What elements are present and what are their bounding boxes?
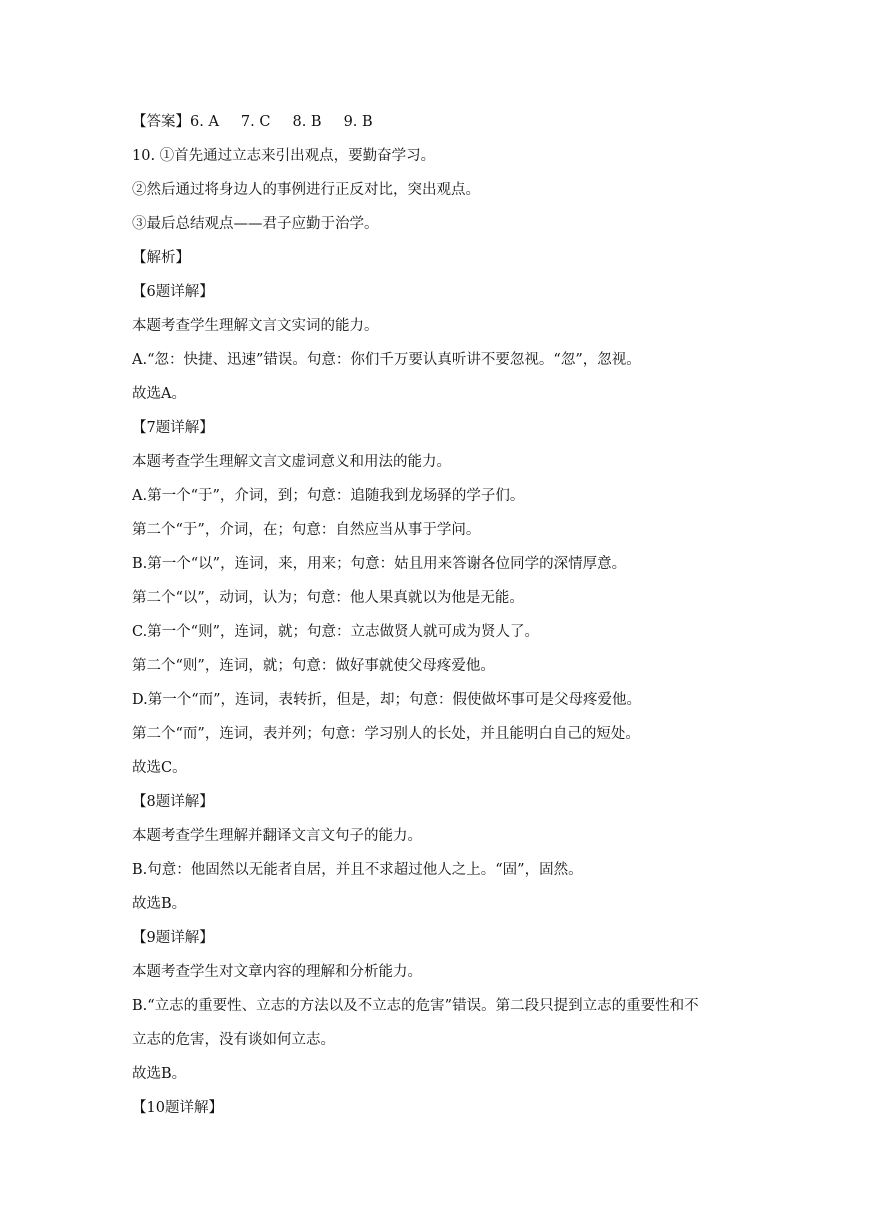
q9-option-b-2: 立志的危害，没有谈如何立志。 bbox=[132, 1032, 335, 1048]
q9-conclusion: 故选B。 bbox=[132, 1066, 187, 1082]
answer-line bbox=[132, 112, 752, 132]
answer-10-line-2: ②然后通过将身边人的事例进行正反对比，突出观点。 bbox=[132, 182, 480, 198]
answer-item: 6. A bbox=[190, 114, 219, 130]
q8-conclusion: 故选B。 bbox=[132, 896, 187, 912]
q7-option-d-1: D.第一个“而”，连词，表转折，但是，却；句意：假使做坏事可是父母疼爱他。 bbox=[132, 692, 642, 708]
q9-intro: 本题考查学生对文章内容的理解和分析能力。 bbox=[132, 964, 422, 980]
answer-10-line-1: 10. ①首先通过立志来引出观点，要勤奋学习。 bbox=[132, 148, 436, 164]
answer-label: 【答案】 bbox=[132, 114, 190, 130]
answer-item: 7. C bbox=[240, 114, 271, 130]
answer-item: 8. B bbox=[292, 114, 322, 130]
q9-heading: 【9题详解】 bbox=[132, 930, 214, 946]
analysis-heading: 【解析】 bbox=[132, 250, 190, 266]
document-page bbox=[132, 112, 752, 1132]
q7-option-c-1: C.第一个“则”，连词，就；句意：立志做贤人就可成为贤人了。 bbox=[132, 624, 540, 640]
q6-intro: 本题考查学生理解文言文实词的能力。 bbox=[132, 318, 379, 334]
q7-intro: 本题考查学生理解文言文虚词意义和用法的能力。 bbox=[132, 454, 451, 470]
q7-heading: 【7题详解】 bbox=[132, 420, 214, 436]
q7-option-b-1: B.第一个“以”，连词，来，用来；句意：姑且用来答谢各位同学的深情厚意。 bbox=[132, 556, 627, 572]
q7-option-d-2: 第二个“而”，连词，表并列；句意：学习别人的长处，并且能明白自己的短处。 bbox=[132, 726, 640, 742]
q6-option-a: A.“忽：快捷、迅速”错误。句意：你们千万要认真听讲不要忽视。“忽”，忽视。 bbox=[132, 352, 641, 368]
q7-conclusion: 故选C。 bbox=[132, 760, 187, 776]
q7-option-c-2: 第二个“则”，连词，就；句意：做好事就使父母疼爱他。 bbox=[132, 658, 495, 674]
q9-option-b-1: B.“立志的重要性、立志的方法以及不立志的危害”错误。第二段只提到立志的重要性和不 bbox=[132, 998, 699, 1014]
q7-option-a-1: A.第一个“于”，介词，到；句意：追随我到龙场驿的学子们。 bbox=[132, 488, 525, 504]
q7-option-a-2: 第二个“于”，介词，在；句意：自然应当从事于学问。 bbox=[132, 522, 481, 538]
q8-intro: 本题考查学生理解并翻译文言文句子的能力。 bbox=[132, 828, 422, 844]
q7-option-b-2: 第二个“以”，动词，认为；句意：他人果真就以为他是无能。 bbox=[132, 590, 524, 606]
q10-heading: 【10题详解】 bbox=[132, 1100, 223, 1116]
q6-conclusion: 故选A。 bbox=[132, 386, 186, 402]
answer-10-line-3: ③最后总结观点——君子应勤于治学。 bbox=[132, 216, 379, 232]
q8-option-b: B.句意：他固然以无能者自居，并且不求超过他人之上。“固”，固然。 bbox=[132, 862, 583, 878]
q6-heading: 【6题详解】 bbox=[132, 284, 214, 300]
q8-heading: 【8题详解】 bbox=[132, 794, 214, 810]
answer-item: 9. B bbox=[343, 114, 373, 130]
